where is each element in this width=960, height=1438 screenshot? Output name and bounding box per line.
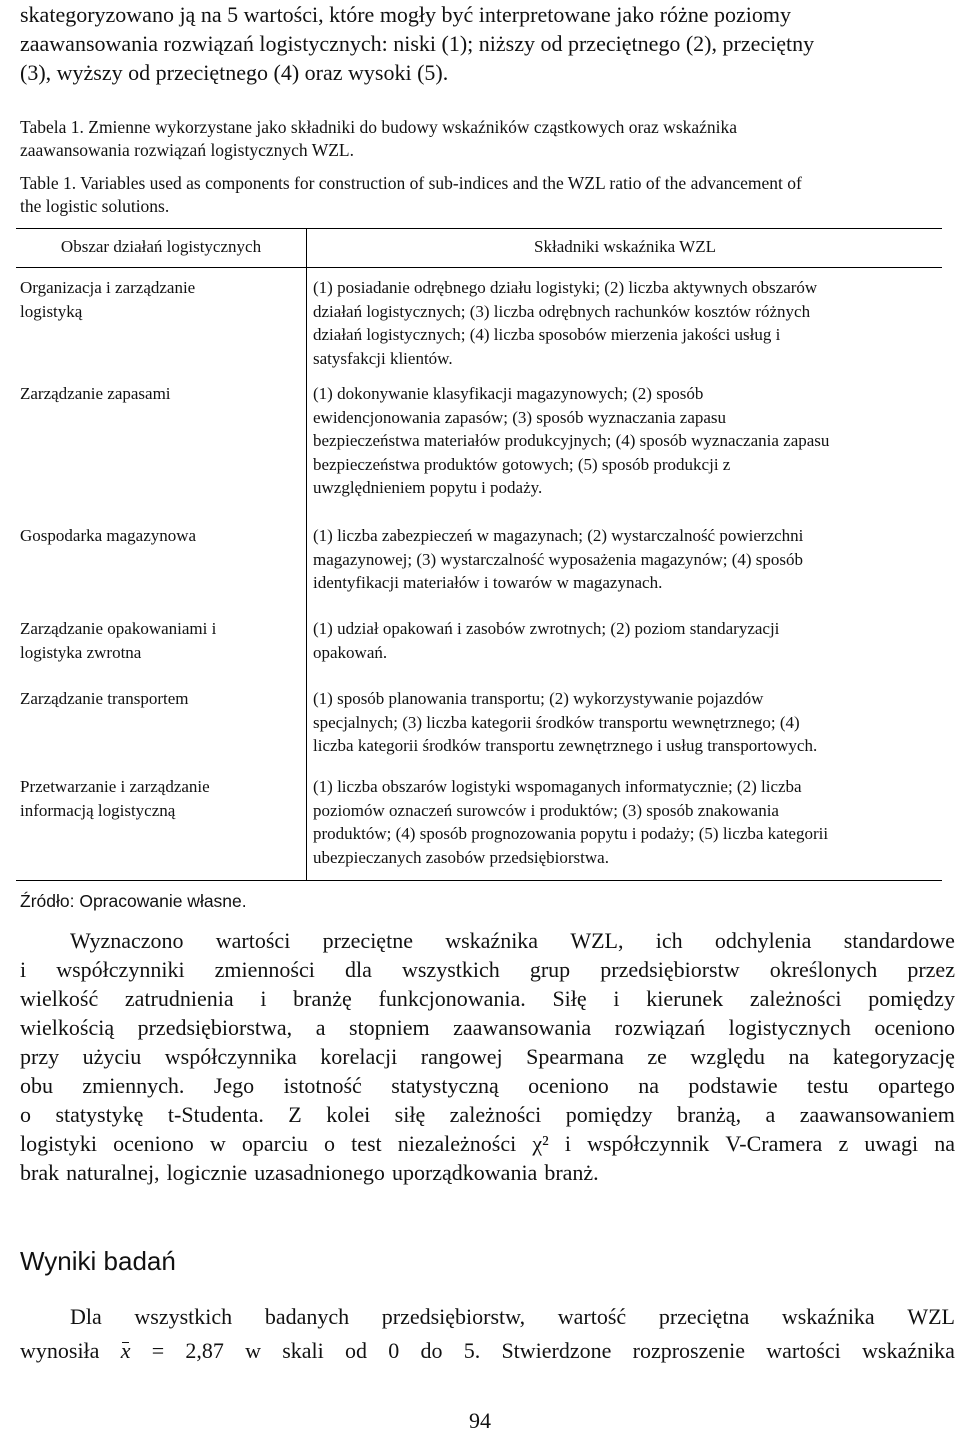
word: oceniono <box>528 1073 609 1098</box>
table-cell-components <box>313 687 817 758</box>
cell-line: (1) udział opakowań i zasobów zwrotnych; (2) poziom standaryzacji <box>313 619 780 638</box>
word: zmiennych. <box>82 1073 185 1098</box>
table-cell-area <box>20 775 210 822</box>
word: oparciu <box>241 1131 308 1156</box>
text-line <box>20 1304 955 1338</box>
caption-line: the logistic solutions. <box>20 196 170 216</box>
text-line <box>20 928 955 957</box>
cell-line: bezpieczeństwa produktów gotowych; (5) sposób produkcji z <box>313 454 731 474</box>
word: kategoryzację <box>832 1044 955 1069</box>
text-line <box>20 1015 955 1044</box>
word: statystykę <box>55 1102 144 1127</box>
table-caption-en <box>20 172 950 218</box>
word: przedsiębiorstw <box>600 957 740 982</box>
text-line-with-mean <box>20 1338 955 1372</box>
cell-line: Zarządzanie opakowaniami i <box>20 619 217 638</box>
text-line <box>20 957 955 986</box>
word: a <box>315 1015 326 1040</box>
word: funkcjonowania. <box>378 986 526 1011</box>
cell-line: specjalnych; (3) liczba kategorii środków transportu wewnętrznego; (4) <box>313 712 800 732</box>
word: wskaźnika <box>862 1338 955 1363</box>
word: i <box>260 986 267 1011</box>
cell-line: (1) dokonywanie klasyfikacji magazynowych; (2) sposób <box>313 384 704 403</box>
word: test <box>351 1131 382 1156</box>
word: χ² <box>532 1131 549 1156</box>
word: ze <box>647 1044 667 1069</box>
word: Z <box>288 1102 302 1127</box>
word: do <box>420 1338 443 1363</box>
word: zależności <box>749 986 842 1011</box>
word: pomiędzy <box>868 986 955 1011</box>
word: testu <box>807 1073 849 1098</box>
text-line <box>20 986 955 1015</box>
table-cell-components <box>313 775 828 869</box>
table-caption-pl <box>20 116 950 162</box>
word: oceniono <box>874 1015 955 1040</box>
word: przeciętne <box>322 928 413 953</box>
word: standardowe <box>843 928 955 953</box>
cell-line: logistyką <box>20 301 83 321</box>
word: zmienności <box>214 957 315 982</box>
cell-line: informacją logistyczną <box>20 800 176 820</box>
table-cell-area <box>20 617 216 664</box>
word: na <box>934 1131 955 1156</box>
cell-line: uwzględnieniem popytu i podaży. <box>313 478 543 497</box>
word: wartości <box>766 1338 841 1363</box>
word: 0 <box>388 1338 400 1363</box>
word: brak <box>20 1160 60 1185</box>
word: dla <box>344 957 372 982</box>
word: logistycznych <box>728 1015 851 1040</box>
cell-line: działań logistycznych; (3) liczba odrębnych rachunków kosztów różnych <box>313 301 811 321</box>
word: określonych <box>769 957 878 982</box>
word: Jego <box>213 1073 255 1098</box>
word: Wyznaczono <box>70 928 184 953</box>
word: obu <box>20 1073 53 1098</box>
table-cell-components <box>313 617 779 664</box>
word: w <box>209 1131 226 1156</box>
word: rangowej <box>420 1044 503 1069</box>
text-line <box>20 1073 955 1102</box>
word: i <box>564 1131 571 1156</box>
word: niezależności <box>397 1131 517 1156</box>
word: przedsiębiorstwa, <box>137 1015 293 1040</box>
word: statystyczną <box>391 1073 499 1098</box>
word: na <box>788 1044 810 1069</box>
word: wielkością <box>20 1015 115 1040</box>
word: względu <box>690 1044 765 1069</box>
word: współczynnik <box>587 1131 710 1156</box>
word: Spearmana <box>526 1044 624 1069</box>
word: uwagi <box>864 1131 919 1156</box>
word: rozproszenie <box>632 1338 746 1363</box>
word: wskaźnika <box>781 1304 875 1329</box>
column-divider <box>306 229 307 880</box>
word: z <box>838 1131 849 1156</box>
word: podstawie <box>688 1073 778 1098</box>
word: współczynniki <box>56 957 185 982</box>
caption-line: Table 1. Variables used as components for construction of sub-indices and the WZL ratio of the advancement of <box>20 173 802 193</box>
word: zaawansowaniem <box>799 1102 955 1127</box>
word: użyciu <box>82 1044 142 1069</box>
word: rozwiązań <box>614 1015 706 1040</box>
table-cell-area <box>20 687 189 711</box>
section-heading: Wyniki badań <box>20 1246 176 1276</box>
cell-line: logistyka zwrotna <box>20 642 142 662</box>
word: = <box>151 1338 165 1363</box>
cell-line: (1) liczba zabezpieczeń w magazynach; (2) wystarczalność powierzchni <box>313 526 804 545</box>
table-header-components: Składniki wskaźnika WZL <box>534 237 716 256</box>
cell-line: poziomów oznaczeń surowców i produktów; (3) sposób znakowania <box>313 800 779 820</box>
word: Stwierdzone <box>501 1338 612 1363</box>
cell-line: (1) posiadanie odrębnego działu logistyki; (2) liczba aktywnych obszarów <box>313 278 818 297</box>
table-header-area: Obszar działań logistycznych <box>60 237 262 256</box>
word: 5. <box>463 1338 481 1363</box>
text-line <box>20 1160 955 1189</box>
table-cell-components <box>313 276 817 370</box>
word: o <box>323 1131 335 1156</box>
word: stopniem <box>348 1015 430 1040</box>
cell-line: satysfakcji klientów. <box>313 348 453 368</box>
word: a <box>765 1102 776 1127</box>
cell-line: produktów; (4) sposób prognozowania popytu i podaży; (5) liczba kategorii <box>313 824 829 843</box>
word: wynosiła <box>20 1338 100 1363</box>
word: WZL <box>907 1304 955 1329</box>
results-paragraph <box>20 1304 955 1372</box>
word: branżę <box>293 986 352 1011</box>
word: Dla <box>70 1304 102 1329</box>
table-cell-area <box>20 276 195 323</box>
word: na <box>638 1073 659 1098</box>
word: Siłę <box>552 986 587 1011</box>
text-line <box>20 1044 955 1073</box>
cell-line: (1) liczba obszarów logistyki wspomaganych informatycznie; (2) liczba <box>313 777 802 796</box>
word: o <box>20 1102 31 1127</box>
header-divider <box>16 267 942 268</box>
word: w <box>245 1338 261 1363</box>
cell-line: ewidencjonowania zapasów; (3) sposób wyznaczania zapasu <box>313 407 727 427</box>
cell-line: Zarządzanie transportem <box>20 689 189 708</box>
word: uzasadnionego <box>254 1160 385 1185</box>
methods-paragraph <box>20 928 955 1189</box>
word: i <box>613 986 620 1011</box>
text-line: skategoryzowano ją na 5 wartości, które mogły być interpretowane jako różne poziomy <box>20 2 791 27</box>
text-line: (3), wyższy od przeciętnego (4) oraz wysoki (5). <box>20 60 449 85</box>
cell-line: Organizacja i zarządzanie <box>20 278 196 297</box>
word: od <box>345 1338 367 1363</box>
cell-line: ubezpieczanych zasobów przedsiębiorstwa. <box>313 847 609 867</box>
word: przeciętna <box>658 1304 750 1329</box>
word: 2,87 <box>185 1338 224 1363</box>
word: pomiędzy <box>565 1102 653 1127</box>
word: wszystkich <box>401 957 500 982</box>
cell-line: liczba kategorii środków transportu zewnętrznego i usług transportowych. <box>313 736 818 755</box>
word: wskaźnika <box>445 928 539 953</box>
word: t-Studenta. <box>167 1102 264 1127</box>
mean-symbol: x <box>120 1338 131 1363</box>
intro-paragraph <box>20 0 950 87</box>
word: badanych <box>264 1304 350 1329</box>
cell-line: opakowań. <box>313 642 388 662</box>
cell-line: (1) sposób planowania transportu; (2) wykorzystywanie pojazdów <box>313 689 764 708</box>
text-line: zaawansowania rozwiązań logistycznych: niski (1); niższy od przeciętnego (2), przeciętny <box>20 31 815 56</box>
word: wartość <box>557 1304 627 1329</box>
word: siłę <box>394 1102 426 1127</box>
word: logicznie <box>166 1160 248 1185</box>
cell-line: identyfikacji materiałów i towarów w magazynach. <box>313 573 663 592</box>
table-source-note: Źródło: Opracowanie własne. <box>20 891 247 911</box>
word: wielkość <box>20 986 99 1011</box>
word: kolei <box>326 1102 371 1127</box>
word: zależności <box>449 1102 542 1127</box>
word: korelacji <box>320 1044 398 1069</box>
word: przez <box>907 957 955 982</box>
cell-line: magazynowej; (3) wystarczalność wyposażenia magazynów; (4) sposób <box>313 549 804 569</box>
word: ich <box>655 928 683 953</box>
word: kierunek <box>646 986 724 1011</box>
word: istotność <box>283 1073 362 1098</box>
caption-line: zaawansowania rozwiązań logistycznych WZL. <box>20 140 354 160</box>
word: wszystkich <box>134 1304 233 1329</box>
word: grup <box>529 957 571 982</box>
word: branż. <box>544 1160 599 1185</box>
cell-line: Zarządzanie zapasami <box>20 384 171 403</box>
word: V-Cramera <box>725 1131 823 1156</box>
cell-line: Gospodarka magazynowa <box>20 526 197 545</box>
table-cell-area <box>20 524 196 548</box>
word: współczynnika <box>164 1044 297 1069</box>
cell-line: bezpieczeństwa materiałów produkcyjnych; (4) sposób wyznaczania zapasu <box>313 431 830 450</box>
word: przedsiębiorstw, <box>381 1304 526 1329</box>
word: logistyki <box>20 1131 98 1156</box>
word: zaawansowania <box>453 1015 592 1040</box>
word: zatrudnienia <box>124 986 234 1011</box>
word: oceniono <box>113 1131 194 1156</box>
text-line <box>20 1131 955 1160</box>
word: naturalnej, <box>66 1160 160 1185</box>
table-cell-components <box>313 524 803 595</box>
word: branżą, <box>676 1102 742 1127</box>
word: i <box>20 957 27 982</box>
caption-line: Tabela 1. Zmienne wykorzystane jako składniki do budowy wskaźników cząstkowych oraz wskaźnika <box>20 117 738 137</box>
word: uporządkowania <box>391 1160 538 1185</box>
cell-line: Przetwarzanie i zarządzanie <box>20 777 210 796</box>
word: skali <box>282 1338 324 1363</box>
word: opartego <box>877 1073 955 1098</box>
word: przy <box>20 1044 60 1069</box>
table-cell-area <box>20 382 171 406</box>
word: wartości <box>215 928 291 953</box>
word: WZL, <box>570 928 624 953</box>
cell-line: działań logistycznych; (4) liczba sposobów mierzenia jakości usług i <box>313 325 781 344</box>
text-line <box>20 1102 955 1131</box>
variables-table <box>16 228 942 881</box>
table-cell-components <box>313 382 829 500</box>
page-number: 94 <box>469 1408 491 1433</box>
word: odchylenia <box>714 928 812 953</box>
